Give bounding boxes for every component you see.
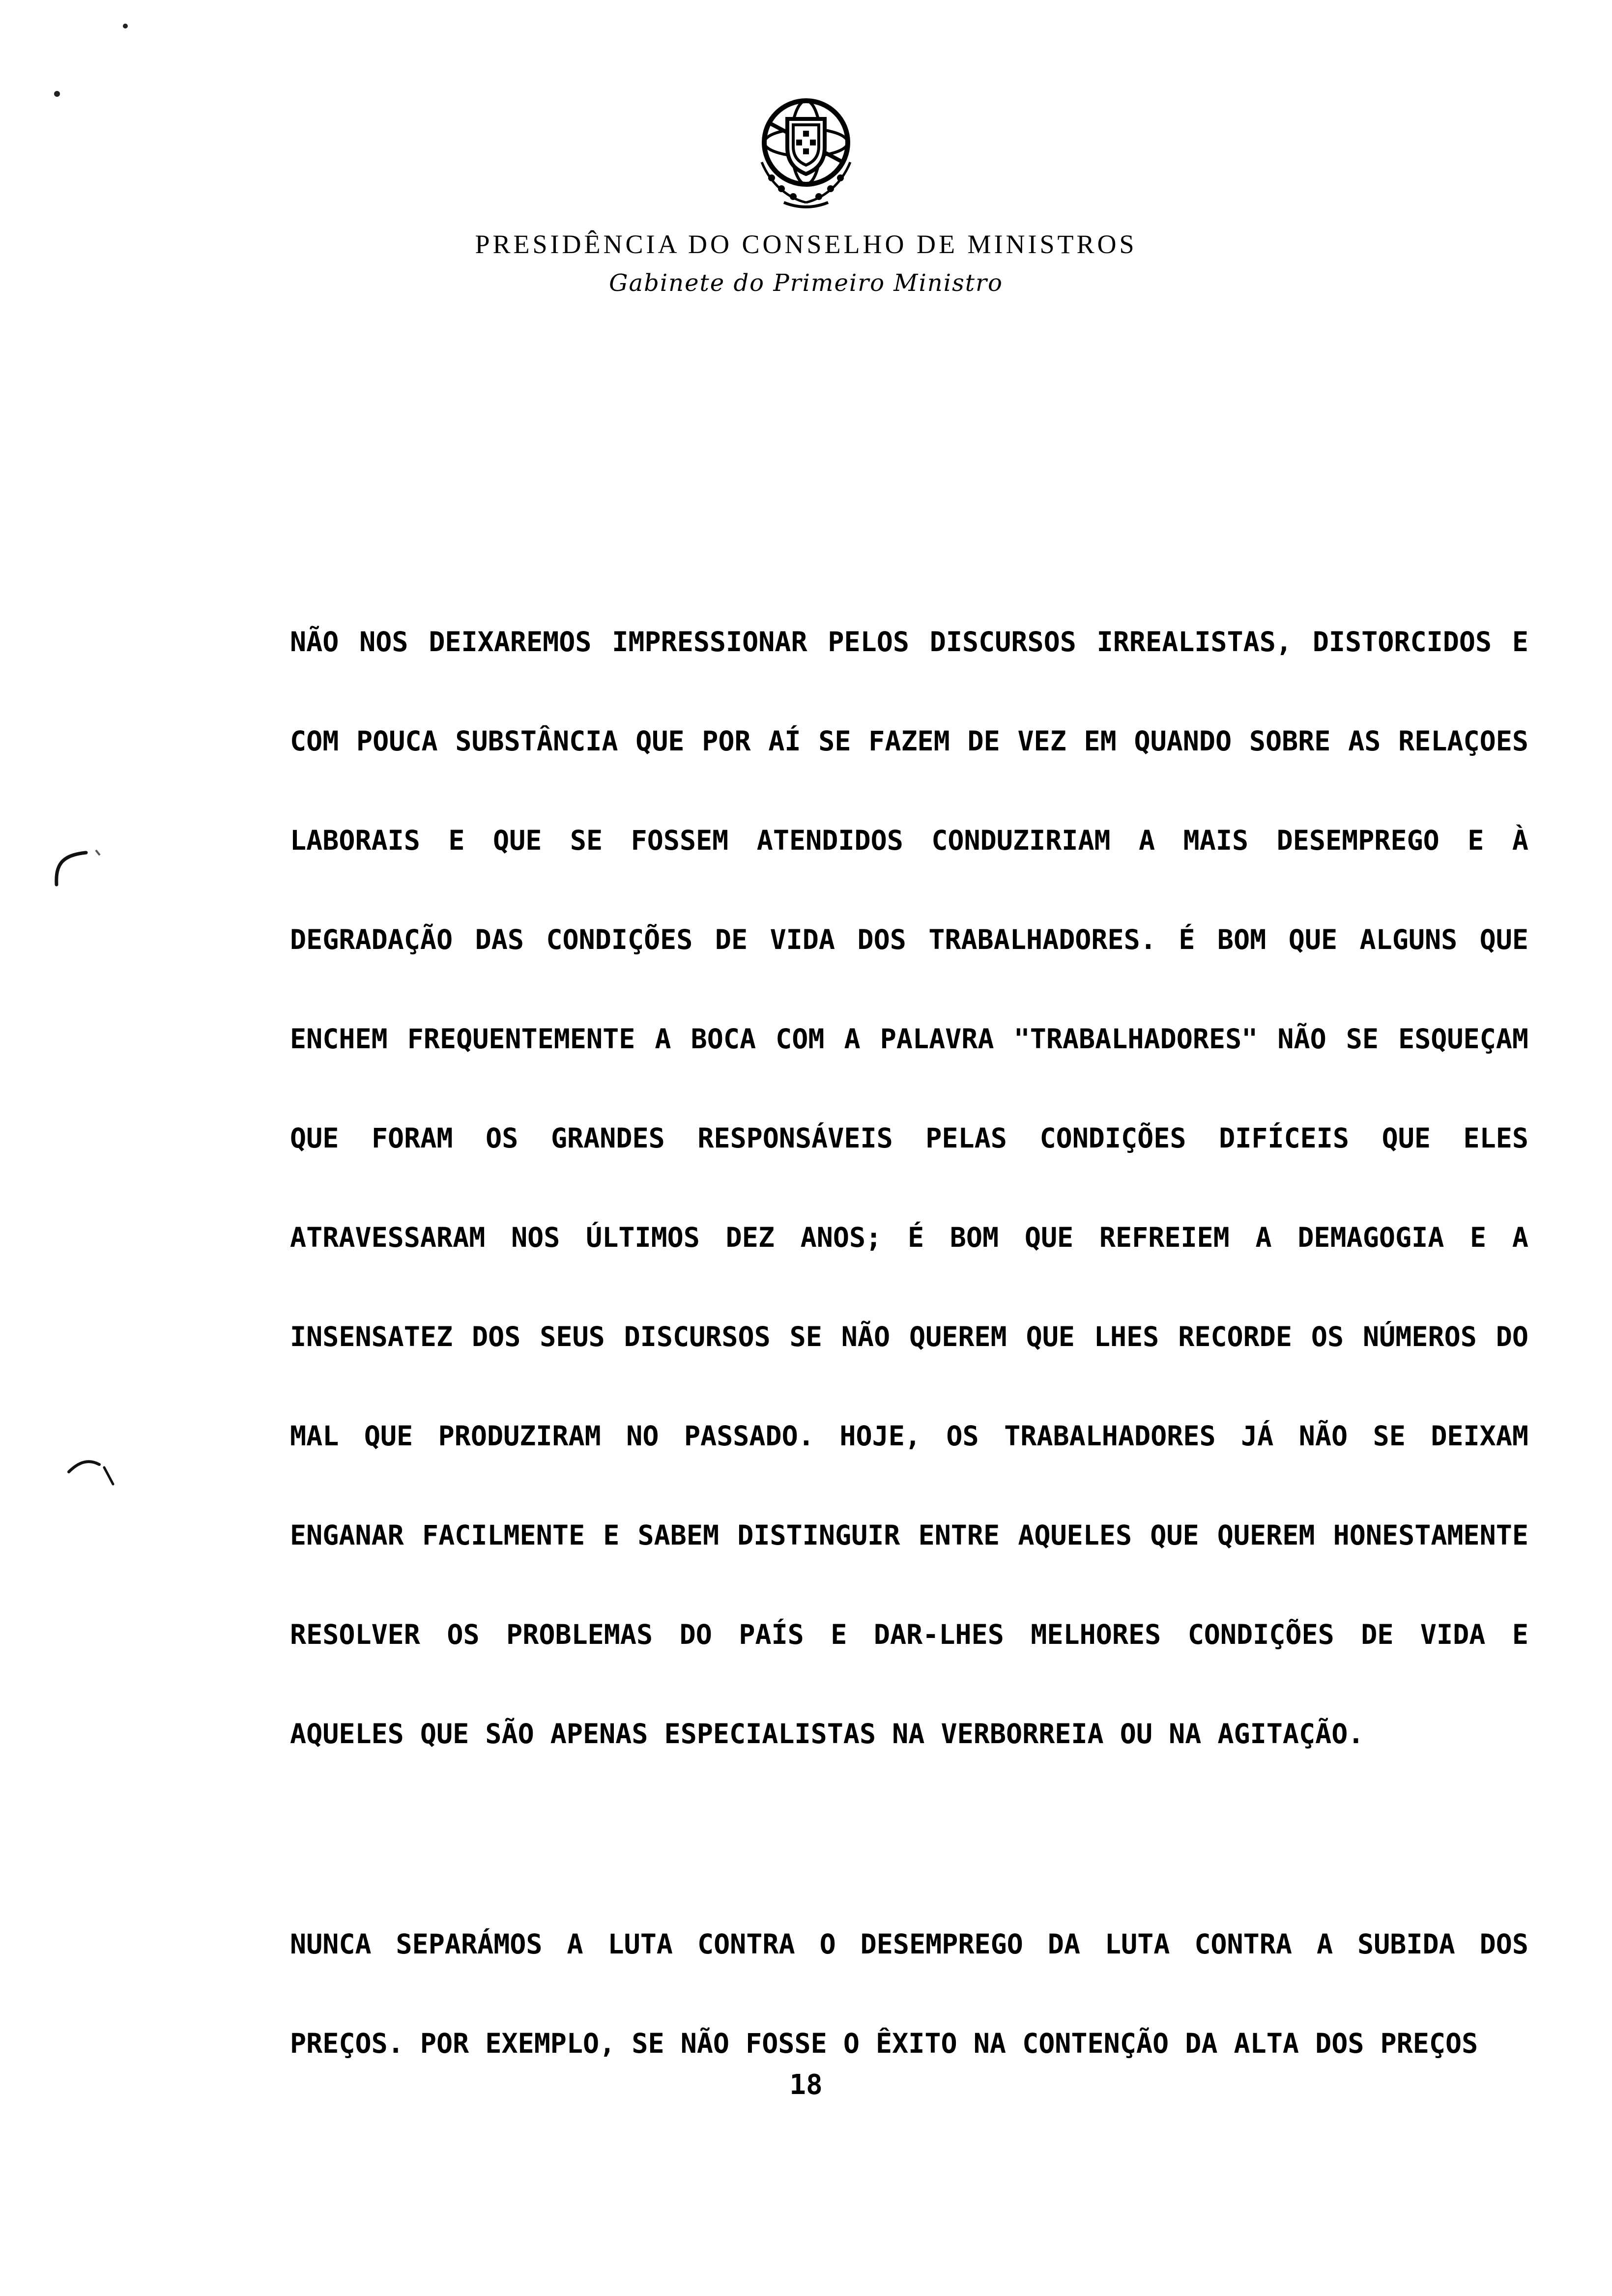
margin-mark — [64, 1450, 123, 1494]
margin-mark — [47, 835, 106, 890]
paragraph: NÃO NOS DEIXAREMOS IMPRESSIONAR PELOS DISCURSOS IRREALISTAS, DISTORCIDOS E COM POUCA SUBSTÂNCIA QUE POR AÍ SE FAZEM DE VEZ EM QUANDO SOBRE AS RELAÇOES LABORAIS E QUE SE FOSSEM ATENDIDOS CONDUZIRIAM A MAIS DESEMPREGO E À DEGRADAÇÃO DAS CONDIÇÕES DE VIDA DOS TRABALHADORES. É BOM QUE ALGUNS QUE ENCHEM FREQUENTEMENTE A BOCA COM A PALAVRA "TRABALHADORES" NÃO SE ESQUEÇAM QUE FORAM OS GRANDES RESPONSÁVEIS PELAS CONDIÇÕES DIFÍCEIS QUE ELES ATRAVESSARAM NOS ÚLTIMOS DEZ ANOS; É BOM QUE REFREIEM A DEMAGOGIA E A INSENSATEZ DOS SEUS DISCURSOS SE NÃO QUEREM QUE LHES RECORDE OS NÚMEROS DO MAL QUE PRODUZIRAM NO PASSADO. HOJE, OS TRABALHADORES JÁ NÃO SE DEIXAM ENGANAR FACILMENTE E SABEM DISTINGUIR ENTRE AQUELES QUE QUEREM HONESTAMENTE RESOLVER OS PROBLEMAS DO PAÍS E DAR-LHES MELHORES CONDIÇÕES DE VIDA E AQUELES QUE SÃO APENAS ESPECIALISTAS NA VERBORREIA OU NA AGITAÇÃO. — [290, 626, 1528, 1750]
paragraph: NUNCA SEPARÁMOS A LUTA CONTRA O DESEMPREGO DA LUTA CONTRA A SUBIDA DOS PREÇOS. POR EXEMPLO, SE NÃO FOSSE O ÊXITO NA CONTENÇÃO DA ALTA DOS PREÇOS — [290, 1928, 1528, 2059]
letterhead — [0, 88, 1612, 295]
scan-speck — [123, 24, 128, 29]
office-name: Gabinete do Primeiro Ministro — [609, 269, 1003, 297]
institution-name: PRESIDÊNCIA DO CONSELHO DE MINISTROS — [475, 230, 1137, 259]
portuguese-coat-of-arms-icon — [742, 88, 870, 211]
page-number: 18 — [789, 2069, 823, 2101]
